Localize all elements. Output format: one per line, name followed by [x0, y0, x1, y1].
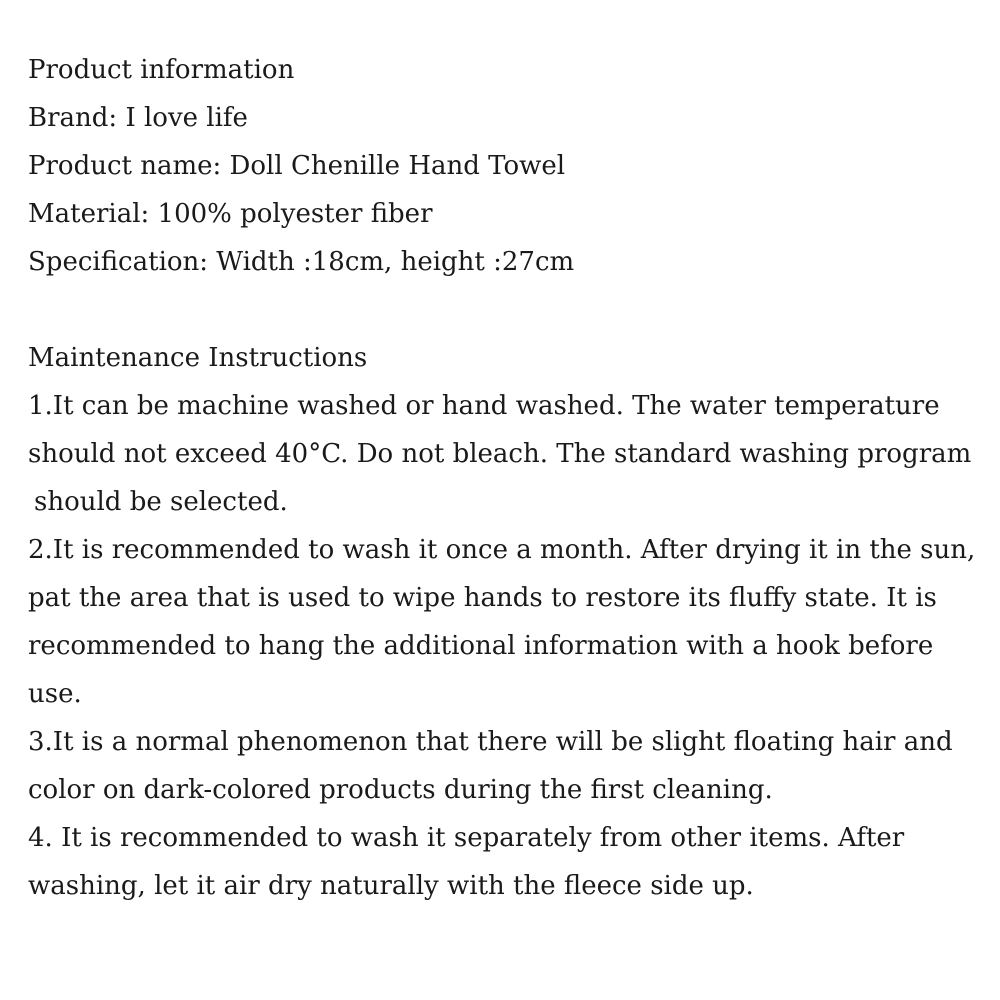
product-info-heading: Product information [28, 55, 295, 85]
instruction-line: should be selected. [34, 487, 288, 517]
material-line: Material: 100% polyester fiber [28, 199, 433, 229]
instruction-line: 3.It is a normal phenomenon that there will be slight floating hair and [28, 727, 953, 757]
product-name-line: Product name: Doll Chenille Hand Towel [28, 151, 566, 181]
instruction-line: 4. It is recommended to wash it separately from other items. After [28, 823, 905, 853]
brand-line: Brand: I love life [28, 103, 248, 133]
instruction-line: should not exceed 40°C. Do not bleach. The standard washing program [28, 439, 972, 469]
maintenance-heading: Maintenance Instructions [28, 343, 368, 373]
instruction-line: washing, let it air dry naturally with the fleece side up. [28, 871, 754, 901]
specification-line: Specification: Width :18cm, height :27cm [28, 247, 575, 277]
instruction-line: use. [28, 679, 82, 709]
instruction-line: pat the area that is used to wipe hands to restore its fluffy state. It is [28, 583, 937, 613]
instruction-line: 2.It is recommended to wash it once a month. After drying it in the sun, [28, 535, 976, 565]
instruction-line: color on dark-colored products during the first cleaning. [28, 775, 773, 805]
spacer [28, 286, 996, 334]
instruction-line: recommended to hang the additional information with a hook before [28, 631, 934, 661]
product-document [28, 46, 996, 910]
instruction-line: 1.It can be machine washed or hand washed. The water temperature [28, 391, 940, 421]
